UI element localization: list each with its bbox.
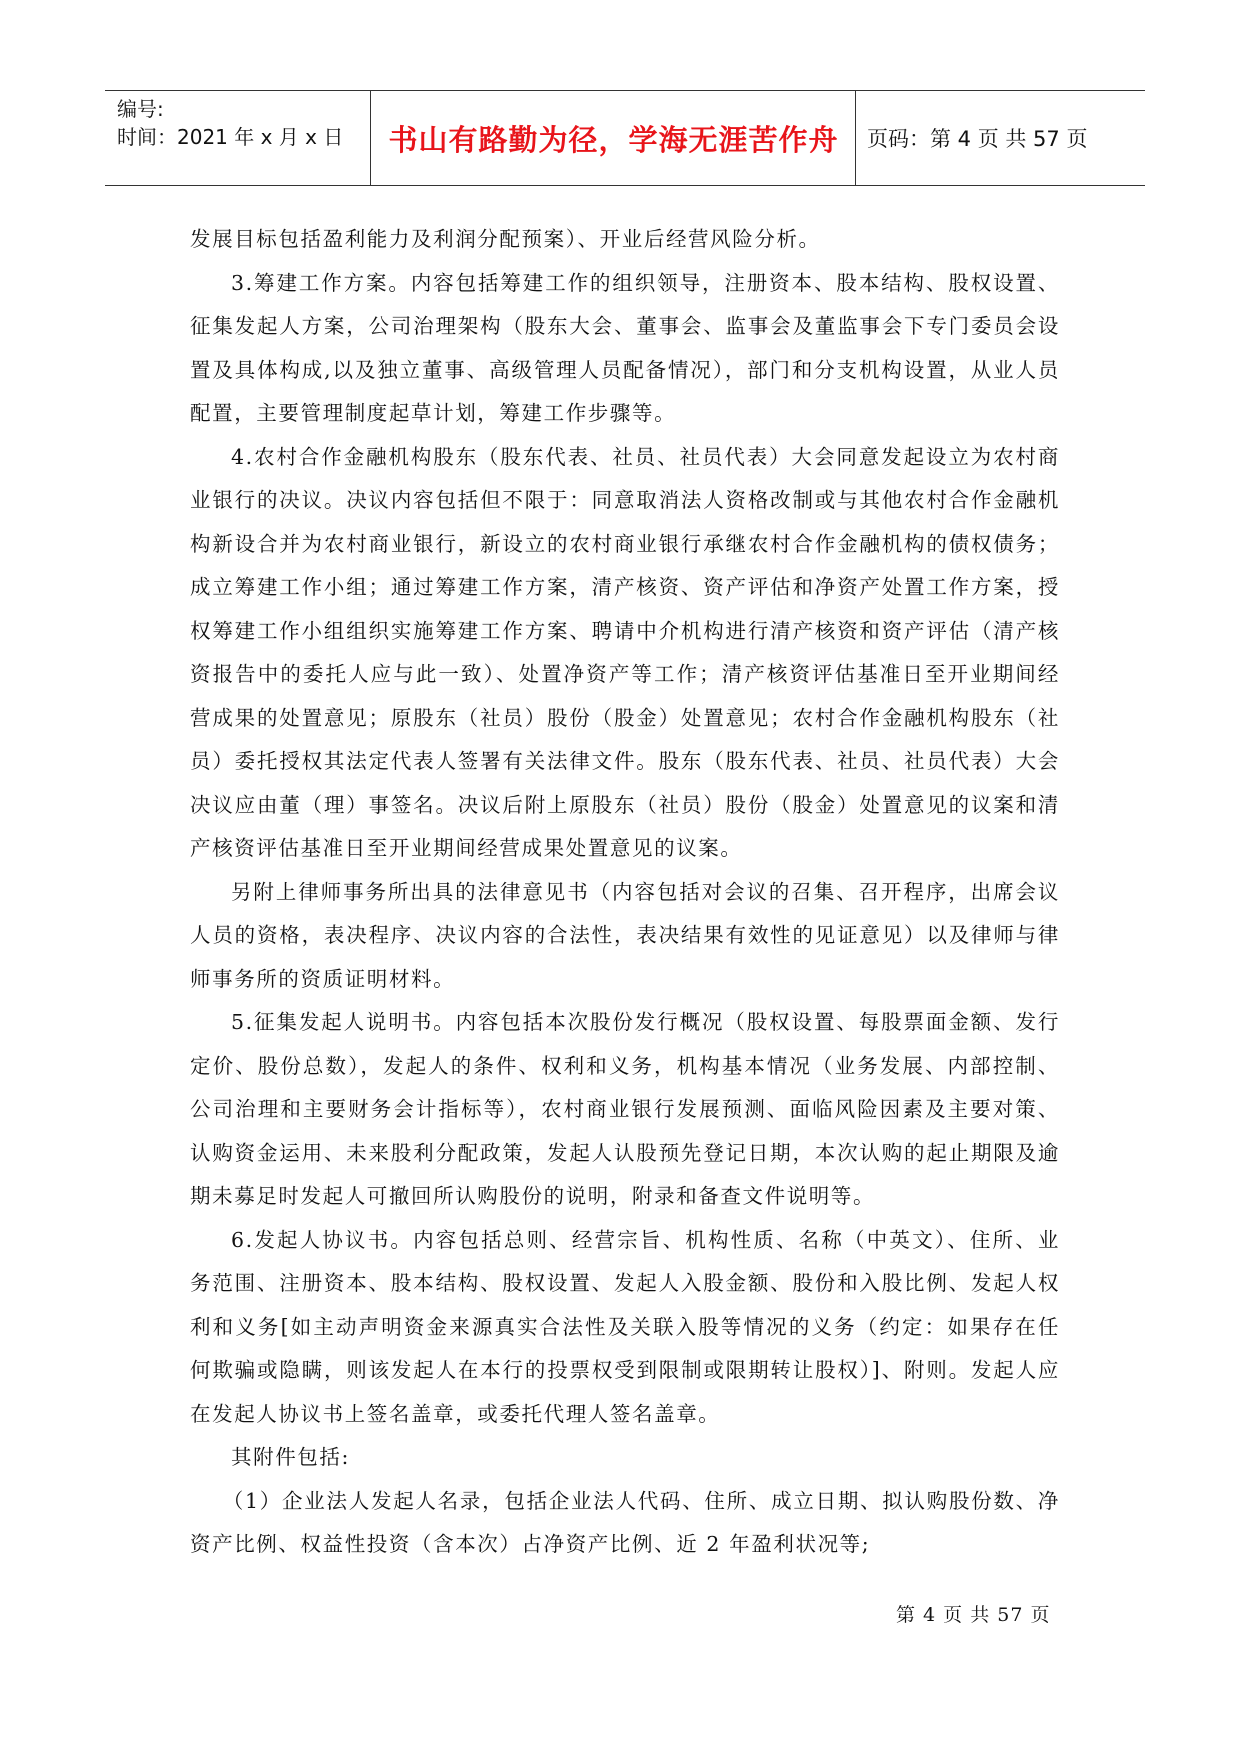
paragraph-continuation: 发展目标包括盈利能力及利润分配预案）、开业后经营风险分析。 bbox=[190, 227, 821, 251]
header-meta bbox=[117, 95, 367, 151]
time-label: 时间：2021 年 x 月 x 日 bbox=[117, 125, 344, 149]
page-footer: 第 4 页 共 57 页 bbox=[896, 1604, 1051, 1626]
paragraph-attachments-intro: 其附件包括: bbox=[231, 1445, 351, 1469]
number-label: 编号: bbox=[117, 97, 164, 121]
paragraph-item-6: 6.发起人协议书。内容包括总则、经营宗旨、机构性质、名称（中英文）、住所、业务范围、注册资本、股本结构、股权设置、发起人入股金额、股份和入股比例、发起人权利和义务[如主动声明资金来源真实合法性及关联入股等情况的义务（约定：如果存在任何欺骗或隐瞒，则该发起人在本行的投票权受到限制或限期转让股权）]、附则。发起人应在发起人协议书上签名盖章，或委托代理人签名盖章。 bbox=[190, 1227, 1060, 1426]
paragraph-legal-opinion: 另附上律师事务所出具的法律意见书（内容包括对会议的召集、召开程序，出席会议人员的资格，表决程序、决议内容的合法性，表决结果有效性的见证意见）以及律师与律师事务所的资质证明材料。 bbox=[190, 879, 1060, 991]
header-page-info: 页码：第 4 页 共 57 页 bbox=[867, 127, 1088, 151]
paragraph-attachment-1: （1）企业法人发起人名录，包括企业法人代码、住所、成立日期、拟认购股份数、净资产比例、权益性投资（含本次）占净资产比例、近 2 年盈利状况等; bbox=[190, 1488, 1060, 1556]
paragraph-item-4: 4.农村合作金融机构股东（股东代表、社员、社员代表）大会同意发起设立为农村商业银行的决议。决议内容包括但不限于：同意取消法人资格改制或与其他农村合作金融机构新设合并为农村商业银行，新设立的农村商业银行承继农村合作金融机构的债权债务；成立筹建工作小组；通过筹建工作方案，清产核资、资产评估和净资产处置工作方案，授权筹建工作小组组织实施筹建工作方案、聘请中介机构进行清产核资和资产评估（清产核资报告中的委托人应与此一致）、处置净资产等工作；清产核资评估基准日至开业期间经营成果的处置意见；原股东（社员）股份（股金）处置意见；农村合作金融机构股东（社员）委托授权其法定代表人签署有关法律文件。股东（股东代表、社员、社员代表）大会决议应由董（理）事签名。决议后附上原股东（社员）股份（股金）处置意见的议案和清产核资评估基准日至开业期间经营成果处置意见的议案。 bbox=[190, 444, 1060, 860]
header-divider bbox=[370, 91, 371, 185]
header-motto: 书山有路勤为径，学海无涯苦作舟 bbox=[388, 122, 839, 157]
paragraph-item-5: 5.征集发起人说明书。内容包括本次股份发行概况（股权设置、每股票面金额、发行定价、股份总数），发起人的条件、权利和义务，机构基本情况（业务发展、内部控制、公司治理和主要财务会计指标等），农村商业银行发展预测、面临风险因素及主要对策、认购资金运用、未来股利分配政策，发起人认股预先登记日期，本次认购的起止期限及逾期未募足时发起人可撤回所认购股份的说明，附录和备查文件说明等。 bbox=[190, 1010, 1060, 1208]
paragraph-item-3: 3.筹建工作方案。内容包括筹建工作的组织领导，注册资本、股本结构、股权设置、征集发起人方案，公司治理架构（股东大会、董事会、监事会及董监事会下专门委员会设置及具体构成,以及独立董事、高级管理人员配备情况），部门和分支机构设置，从业人员配置，主要管理制度起草计划，筹建工作步骤等。 bbox=[190, 270, 1060, 425]
document-body bbox=[190, 218, 1060, 1567]
header-divider bbox=[855, 91, 856, 185]
page-header bbox=[105, 90, 1145, 186]
